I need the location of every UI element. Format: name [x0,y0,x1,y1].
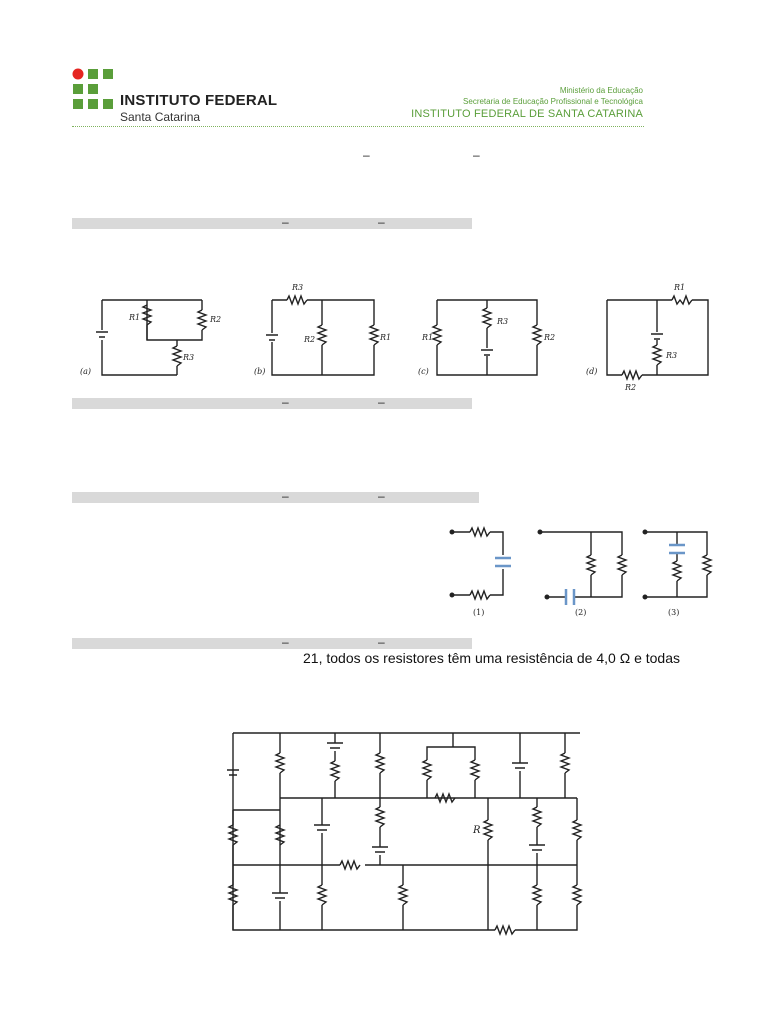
capacitor-2-icon [566,589,574,605]
dash-mark: – [363,148,370,162]
rc-circuits-figure [445,525,720,620]
dash-mark: – [378,489,385,503]
dash-mark: – [378,395,385,409]
label-R2-a: R2 [210,315,222,324]
rc-circuit-1 [450,528,503,599]
label-R2-d: R2 [625,383,637,392]
capacitor-3-icon [669,545,685,553]
question-text: 21, todos os resistores têm uma resistência de 4,0 Ω e todas [303,650,680,666]
label-R2-c: R2 [544,333,556,342]
label-fig-d: (d) [586,367,598,376]
rc-circuit-3 [643,530,711,599]
dash-mark: – [378,635,385,649]
circuit-d [607,296,708,379]
label-R1-d: R1 [674,283,686,292]
dash-mark: – [282,215,289,229]
circuit-b [266,296,378,375]
label-R3-a: R3 [183,353,195,362]
dash-mark: – [378,215,385,229]
label-R3-b: R3 [292,283,304,292]
section-band [72,492,479,503]
network-wires [227,733,581,934]
circuits-figure-abcd [72,280,722,392]
capacitor-1-icon [495,558,511,566]
label-R1-b: R1 [380,333,392,342]
resistor-network-figure [225,725,590,940]
label-fig-b: (b) [254,367,266,376]
dash-mark: – [473,148,480,162]
rc-circuit-2 [538,530,626,599]
label-R1-c: R1 [422,333,434,342]
label-cap-2: (2) [575,608,587,617]
label-fig-a: (a) [80,367,92,376]
section-band [72,638,472,649]
label-cap-3: (3) [668,608,680,617]
label-R3-c: R3 [497,317,509,326]
label-fig-c: (c) [418,367,429,376]
label-R1-a: R1 [129,313,141,322]
ministry-line: Ministério da Educação [559,86,643,95]
section-band [72,398,472,409]
circuit-c [433,300,541,375]
label-R2-b: R2 [304,335,316,344]
dash-mark: – [282,635,289,649]
institute-full-name: INSTITUTO FEDERAL DE SANTA CATARINA [411,108,643,120]
label-R3-d: R3 [666,351,678,360]
circuit-a [96,300,206,375]
dash-mark: – [282,395,289,409]
header-divider [72,126,644,127]
institution-campus: Santa Catarina [120,110,201,124]
label-R-network: R [473,825,481,836]
institution-name: INSTITUTO FEDERAL [120,92,278,109]
institute-logo-icon [72,68,116,112]
section-band [72,218,472,229]
secretariat-line: Secretaria de Educação Profissional e Tecnológica [463,97,643,106]
label-cap-1: (1) [473,608,485,617]
dash-mark: – [282,489,289,503]
